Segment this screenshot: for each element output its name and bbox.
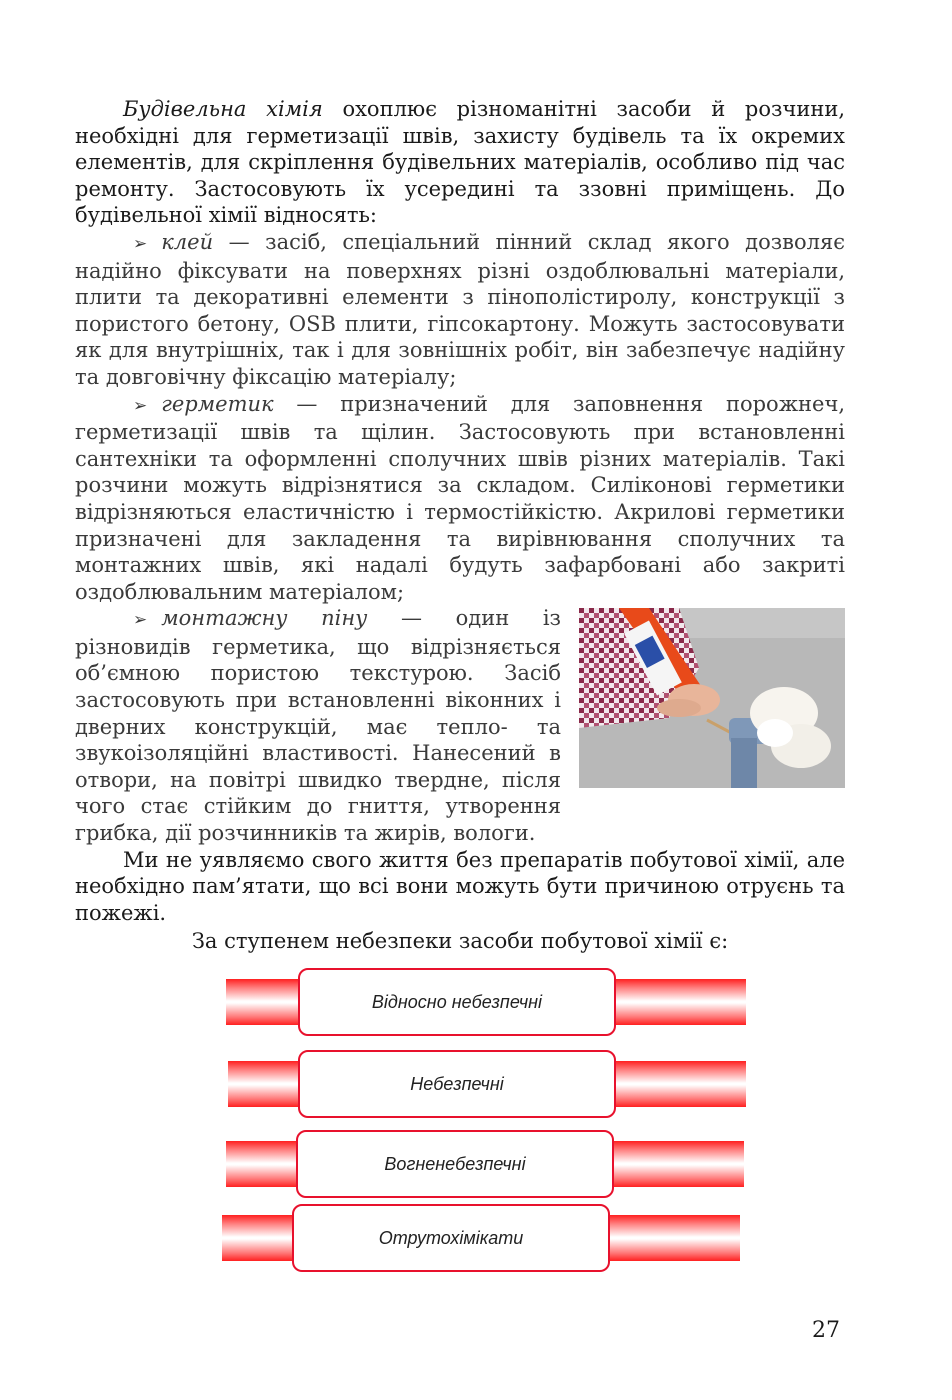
bullet-term: герметик (161, 391, 274, 416)
arrow-icon: ➢ (133, 610, 148, 631)
bullet-text: — засіб, спеціальний пінний склад якого дозволяє надійно фіксувати на поверхнях різні оздоблювальні матеріали, плити та декоративні елементи з пінополістиролу, конструкції з пористого бетону, OSB плити, гіпсокартону. Можуть застосовувати як для внутрішніх, так і для зовнішніх робіт, він забезпечує надійну та довговічну фіксацію матеріалу; (75, 229, 845, 389)
bullet-sealant (75, 391, 845, 606)
danger-level-box: Вогненебезпечні (296, 1130, 614, 1198)
danger-level-box: Відносно небезпечні (298, 968, 616, 1036)
danger-level-row (226, 1130, 746, 1198)
danger-level-row (222, 1204, 742, 1272)
bullet-glue (75, 229, 845, 391)
danger-levels-diagram (222, 968, 746, 1278)
danger-level-box: Отрутохімікати (292, 1204, 610, 1272)
household-paragraph: Ми не уявляємо свого життя без препаратів побутової хімії, але необхідно пам’ятати, що всі вони можуть бути причиною отруєнь та пожежі. (75, 847, 845, 925)
danger-level-row (226, 968, 746, 1036)
diagram-intro: За ступенем небезпеки засоби побутової хімії є: (191, 929, 729, 954)
intro-term: Будівельна хімія (123, 97, 323, 121)
intro-text: охоплює різноманітні засоби й розчини, необхідні для герметизації швів, захисту будівель та їх окремих елементів, для скріплення будівельних матеріалів, особливо під час ремонту. Застосовують їх усередині та ззовні приміщень. До будівельної хімії відносять: (75, 97, 846, 228)
bullet-term: монтажну піну (161, 606, 368, 631)
intro-paragraph (75, 96, 845, 229)
danger-level-box: Небезпечні (298, 1050, 616, 1118)
danger-level-row (228, 1050, 746, 1118)
arrow-icon: ➢ (133, 233, 148, 254)
bullet-text: — один із різновидів герметика, що відрізняється об’ємною пористою текстурою. Засіб застосовують при встановленні віконних і дверних конструкцій, має тепло- та звукоізоляційні властивості. Нанесений в отвори, на повітрі швидко твердне, після чого стає стійким до гниття, утворення грибка, дії розчинників та жирів, вологи. (75, 606, 562, 846)
mounting-foam-photo (579, 608, 845, 788)
page-number: 27 (812, 1318, 840, 1343)
page-body (75, 96, 845, 955)
mounting-foam-illustration (579, 608, 845, 788)
bullet-text: — призначений для заповнення порожнеч, герметизації швів та щілин. Застосовують при встановленні сантехніки та оформленні сполучних швів різних матеріалів. Такі розчини можуть відрізнятися за складом. Силіконові герметики відрізняються еластичністю і термостійкістю. Акрилові герметики призначені для закладення та вирівнювання сполучних та монтажних швів, які надалі будуть зафарбовані або закриті оздоблювальним матеріалом; (75, 391, 845, 604)
bullet-term: клей (161, 229, 214, 254)
arrow-icon: ➢ (133, 395, 148, 416)
